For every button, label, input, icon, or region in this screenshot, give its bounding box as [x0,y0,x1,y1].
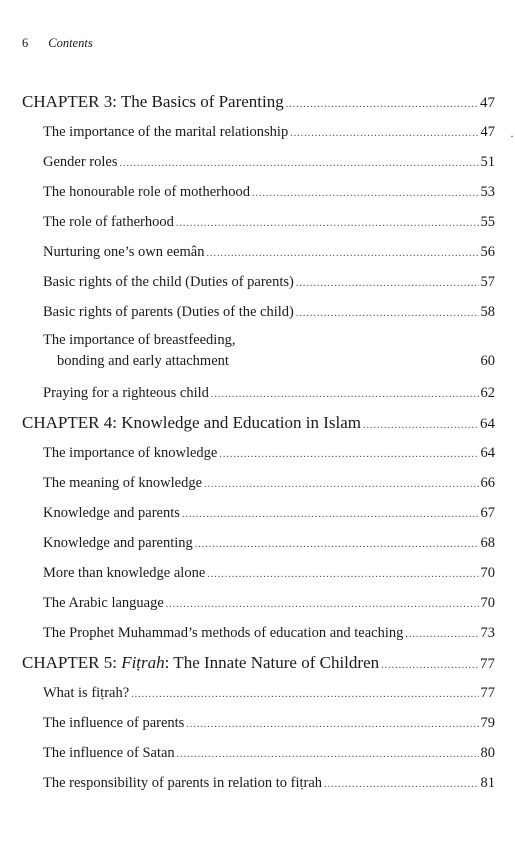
toc-page-number: 57 [480,274,495,290]
toc-entry-label: Praying for a righteous child [43,385,209,401]
toc-page-number: 81 [480,775,495,791]
leader-dots [324,770,478,800]
toc-entry-label: Basic rights of parents (Duties of the child) [43,304,294,320]
toc-entry [22,468,495,498]
toc-page-number: 67 [480,505,495,521]
toc-entry [22,267,495,297]
leader-dots [177,740,479,770]
toc-entry-label: The Prophet Muhammad’s methods of education and teaching [43,625,404,641]
toc-entry-label: Knowledge and parenting [43,535,193,551]
leader-dots [381,651,478,681]
toc-page-number: 58 [480,304,495,320]
toc-chapter-title: CHAPTER 5: Fiṭrah: The Innate Nature of Children [22,653,380,672]
leader-dots [206,239,478,269]
leader-dots [290,119,478,149]
running-head-title: Contents [48,36,93,50]
toc-entry [22,117,495,147]
toc-entry-label: The importance of the marital relationship [43,124,289,140]
toc-entry-label: The importance of breastfeeding, [43,332,236,348]
toc-chapter-title: CHAPTER 4: Knowledge and Education in Islam [22,413,362,432]
toc-page-number: 70 [480,595,495,611]
toc-chapter [22,87,495,117]
leader-dots [204,470,478,500]
leader-dots [296,269,479,299]
toc-chapter [22,648,495,678]
leader-dots [286,90,478,120]
toc-entry [22,558,495,588]
table-of-contents [22,87,495,798]
toc-entry [22,438,495,468]
toc-entry [22,678,495,708]
leader-dots [176,209,479,239]
stray-mark: · [510,129,514,143]
toc-entry [22,378,495,408]
toc-entry-label: The influence of Satan [43,745,175,761]
leader-dots [405,620,478,650]
leader-dots [296,299,479,329]
toc-entry [22,528,495,558]
toc-page-number: 77 [480,656,495,672]
toc-entry-label: More than knowledge alone [43,565,206,581]
toc-entry [22,207,495,237]
toc-page-number: 68 [480,535,495,551]
toc-chapter-title: CHAPTER 3: The Basics of Parenting [22,92,284,111]
toc-entry [22,588,495,618]
toc-entry [22,147,495,177]
toc-entry-label: The responsibility of parents in relation to fiṭrah [43,775,323,791]
leader-dots [211,380,479,410]
toc-entry-label: Gender roles [43,154,118,170]
toc-page-number: 77 [480,685,495,701]
leader-dots [166,590,479,620]
toc-entry [22,177,495,207]
toc-page-number: 73 [480,625,495,641]
leader-dots [219,440,478,470]
toc-page-number: 79 [480,715,495,731]
toc-page-number: 53 [480,184,495,200]
toc-entry [22,327,495,378]
toc-entry-label: The honourable role of motherhood [43,184,250,200]
toc-entry [22,297,495,327]
page-number: 6 [22,36,29,50]
toc-page-number: 70 [480,565,495,581]
running-head [22,36,93,51]
toc-page-number: 64 [480,416,495,432]
leader-dots [252,179,479,209]
leader-dots [182,500,479,530]
toc-entry-label: Nurturing one’s own eemân [43,244,205,260]
toc-page-number: 47 [480,124,495,140]
toc-page-number: 56 [480,244,495,260]
toc-page-number: 47 [480,95,495,111]
toc-entry-label: The meaning of knowledge [43,475,203,491]
toc-page-number: 80 [480,745,495,761]
toc-chapter [22,408,495,438]
toc-entry [22,768,495,798]
toc-page-number: 55 [480,214,495,230]
toc-page-number: 62 [480,385,495,401]
toc-entry [22,708,495,738]
toc-entry [22,237,495,267]
toc-page-number: 66 [480,475,495,491]
leader-dots [207,560,478,590]
toc-entry-label: The influence of parents [43,715,185,731]
toc-entry [22,738,495,768]
leader-dots [195,530,479,560]
toc-entry-label: The role of fatherhood [43,214,174,230]
toc-page-number: 60 [480,353,495,369]
leader-dots [186,710,478,740]
toc-page-number: 51 [480,154,495,170]
toc-entry [22,498,495,528]
leader-dots [363,411,478,441]
toc-entry-label-continued: bonding and early attachment [57,353,229,369]
toc-entry-label: The importance of knowledge [43,445,218,461]
toc-entry-label: What is fiṭrah? [43,685,130,701]
toc-entry [22,618,495,648]
toc-entry-label: Knowledge and parents [43,505,180,521]
toc-entry-label: Basic rights of the child (Duties of parents) [43,274,294,290]
toc-entry-label: The Arabic language [43,595,164,611]
toc-page-number: 64 [480,445,495,461]
leader-dots [131,680,478,710]
leader-dots [119,149,478,179]
